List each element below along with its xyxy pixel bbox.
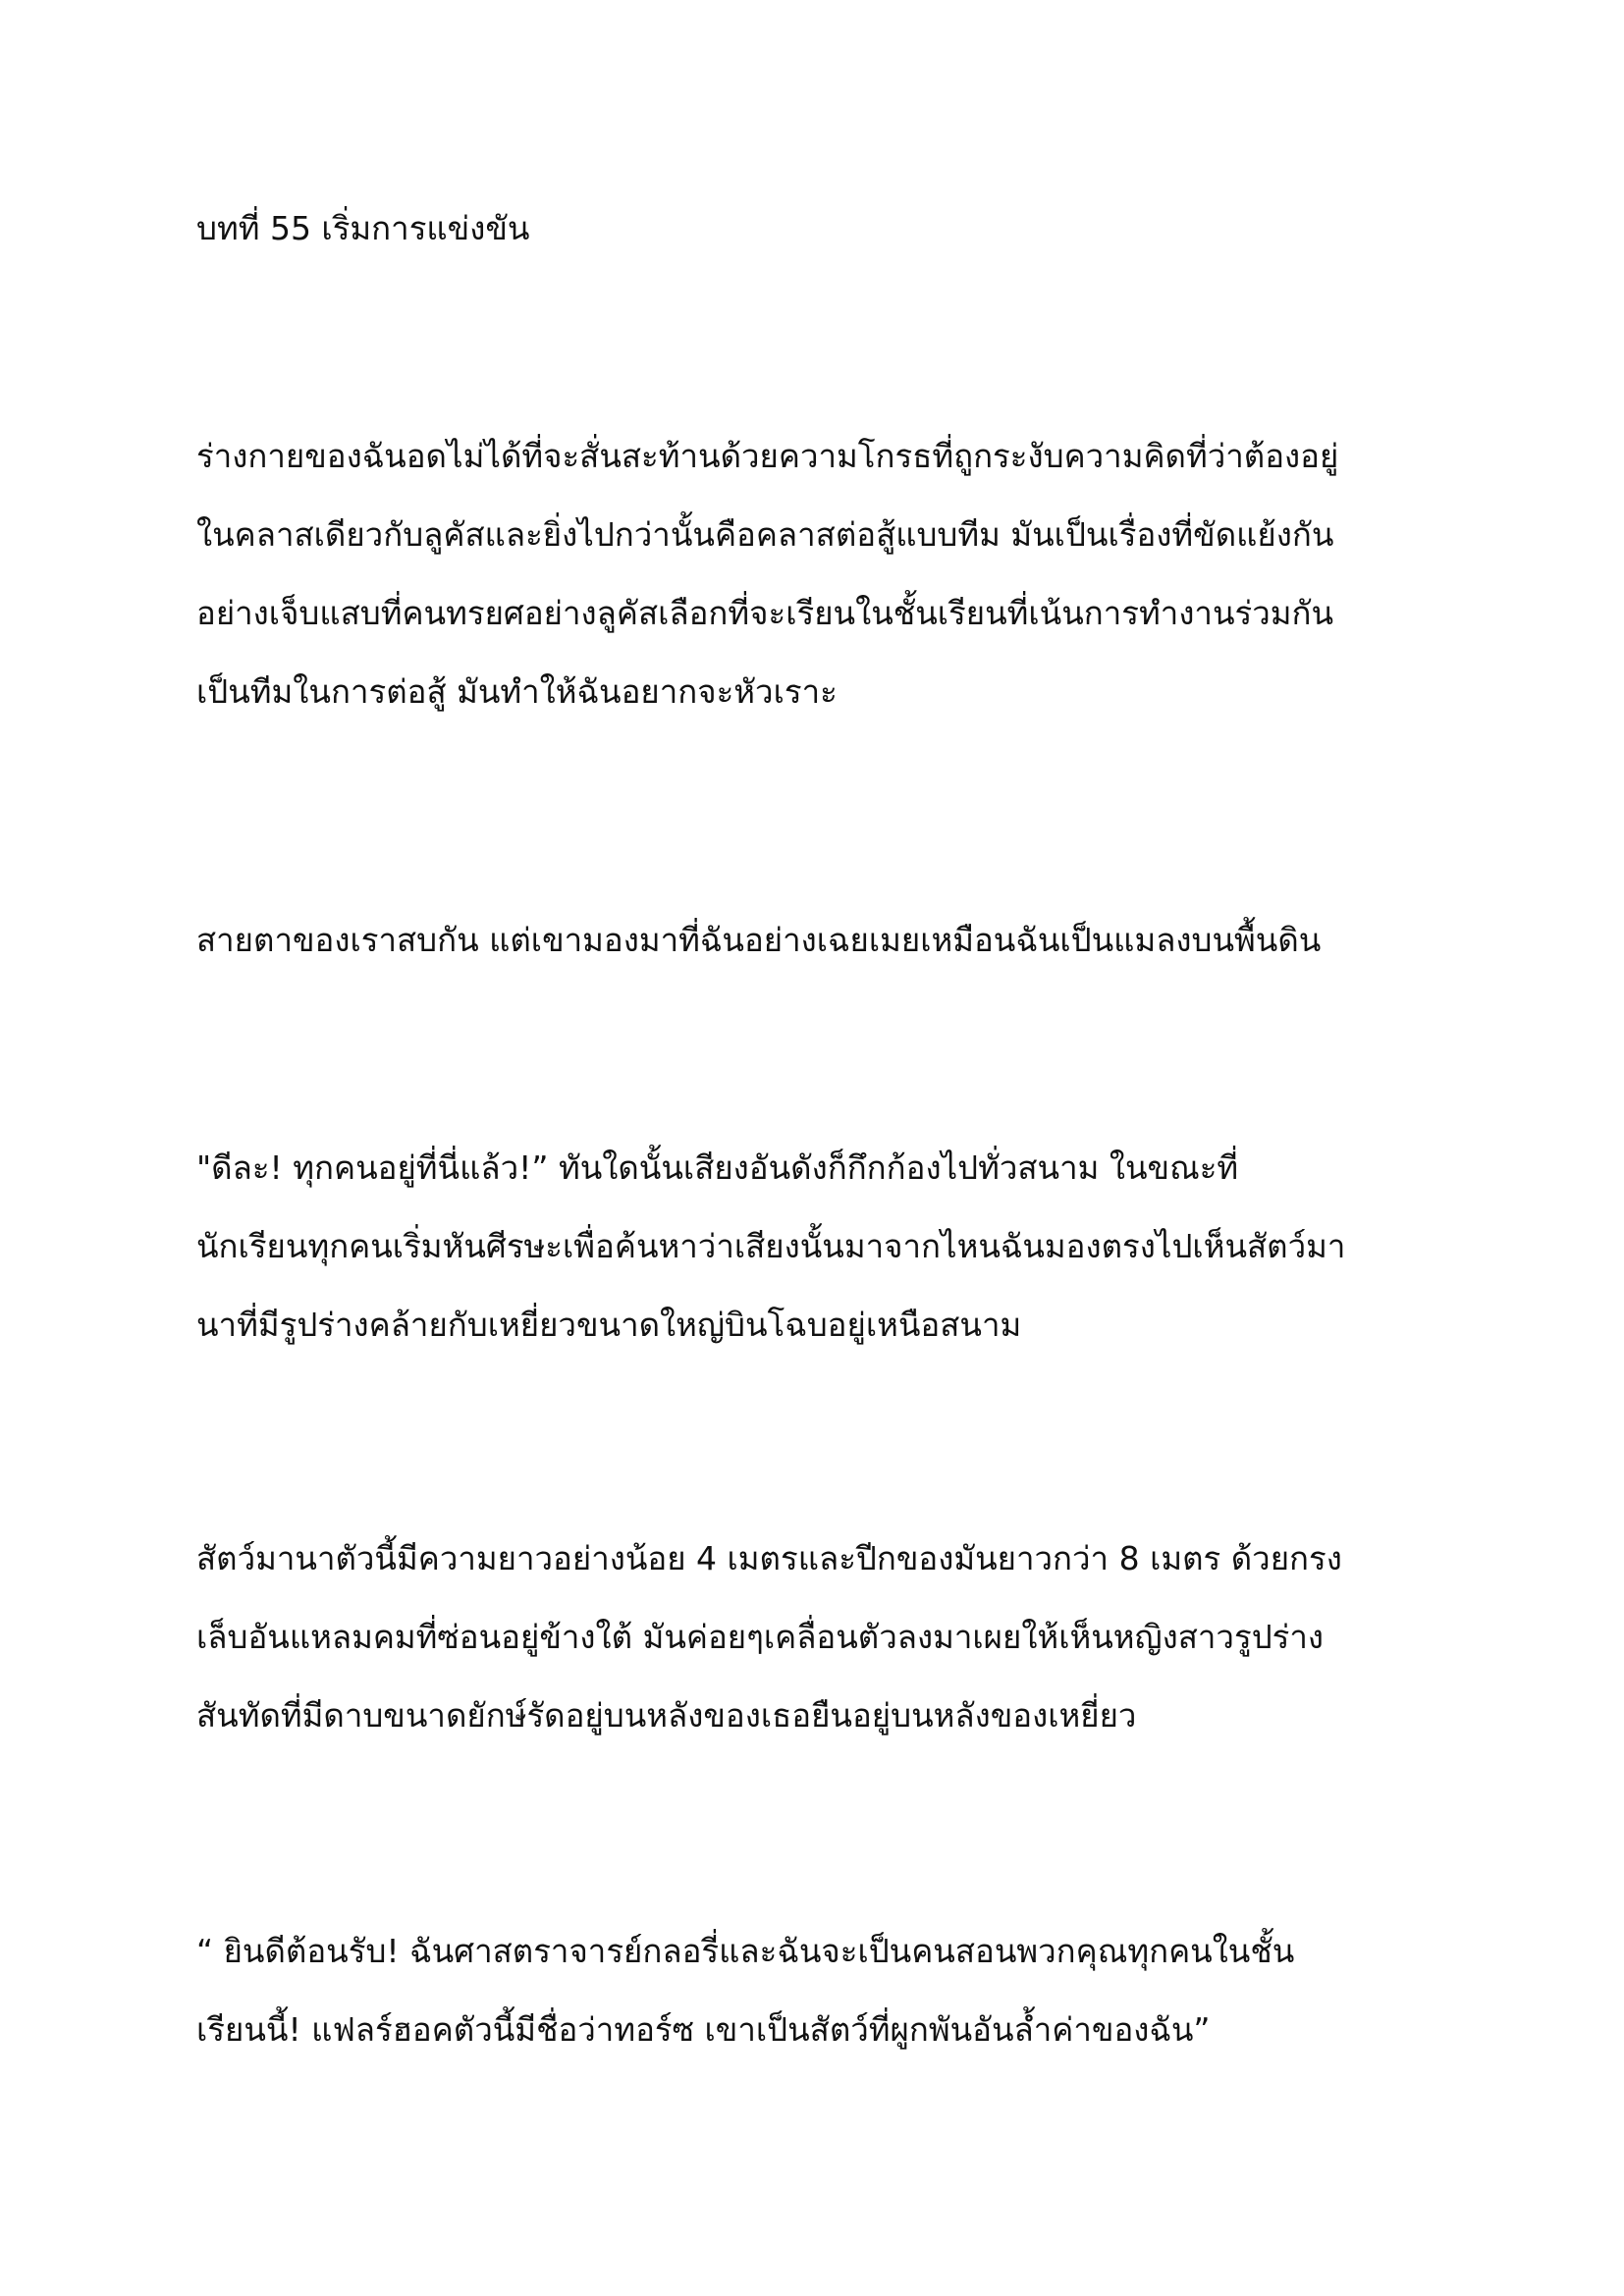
paragraph-line: สายตาของเราสบกัน แต่เขามองมาที่ฉันอย่างเฉยเมยเหมือนฉันเป็นแมลงบนพื้นดิน bbox=[196, 921, 1322, 959]
paragraph-line: เรียนนี้! แฟลร์ฮอคตัวนี้มีชื่อว่าทอร์ซ เขาเป็นสัตว์ที่ผูกพันอันล้ำค่าของฉัน” bbox=[196, 2010, 1211, 2049]
paragraph-2 bbox=[196, 901, 1473, 980]
paragraph-line: สันทัดที่มีดาบขนาดยักษ์รัดอยู่บนหลังของเธอยืนอยู่บนหลังของเหยี่ยว bbox=[196, 1696, 1137, 1735]
paragraph-line: นาที่มีรูปร่างคล้ายกับเหยี่ยวขนาดใหญ่บินโฉบอยู่เหนือสนาม bbox=[196, 1306, 1022, 1344]
paragraph-line: เป็นทีมในการต่อสู้ มันทำให้ฉันอยากจะหัวเราะ bbox=[196, 672, 838, 711]
paragraph-4 bbox=[196, 1520, 1473, 1755]
paragraph-line: ในคลาสเดียวกับลูคัสและยิ่งไปกว่านั้นคือคลาสต่อสู้แบบทีม มันเป็นเรื่องที่ขัดแย้งกัน bbox=[196, 515, 1334, 554]
paragraph-line: อย่างเจ็บแสบที่คนทรยศอย่างลูคัสเลือกที่จะเรียนในชั้นเรียนที่เน้นการทำงานร่วมกัน bbox=[196, 594, 1334, 632]
paragraph-line: สัตว์มานาตัวนี้มีความยาวอย่างน้อย 4 เมตรและปีกของมันยาวกว่า 8 เมตร ด้วยกรง bbox=[196, 1539, 1342, 1577]
paragraph-line: นักเรียนทุกคนเริ่มหันศีรษะเพื่อค้นหาว่าเสียงนั้นมาจากไหนฉันมองตรงไปเห็นสัตว์มา bbox=[196, 1227, 1346, 1265]
paragraph-line: “ ยินดีต้อนรับ! ฉันศาสตราจารย์กลอรี่และฉันจะเป็นคนสอนพวกคุณทุกคนในชั้น bbox=[196, 1932, 1295, 1970]
paragraph-line: "ดีละ! ทุกคนอยู่ที่นี่แล้ว!” ทันใดนั้นเสียงอันดังก็กึกก้องไปทั่วสนาม ในขณะที่ bbox=[196, 1148, 1239, 1187]
paragraph-3 bbox=[196, 1129, 1473, 1364]
paragraph-1 bbox=[196, 417, 1473, 731]
paragraph-line: เล็บอันแหลมคมที่ซ่อนอยู่ข้างใต้ มันค่อยๆเคลื่อนตัวลงมาเผยให้เห็นหญิงสาวรูปร่าง bbox=[196, 1618, 1325, 1656]
paragraph-line: ร่างกายของฉันอดไม่ได้ที่จะสั่นสะท้านด้วยความโกรธที่ถูกระงับความคิดที่ว่าต้องอยู่ bbox=[196, 437, 1339, 475]
chapter-title: บทที่ 55 เริ่มการแข่งขัน bbox=[196, 209, 530, 247]
paragraph-5 bbox=[196, 1912, 1473, 2069]
